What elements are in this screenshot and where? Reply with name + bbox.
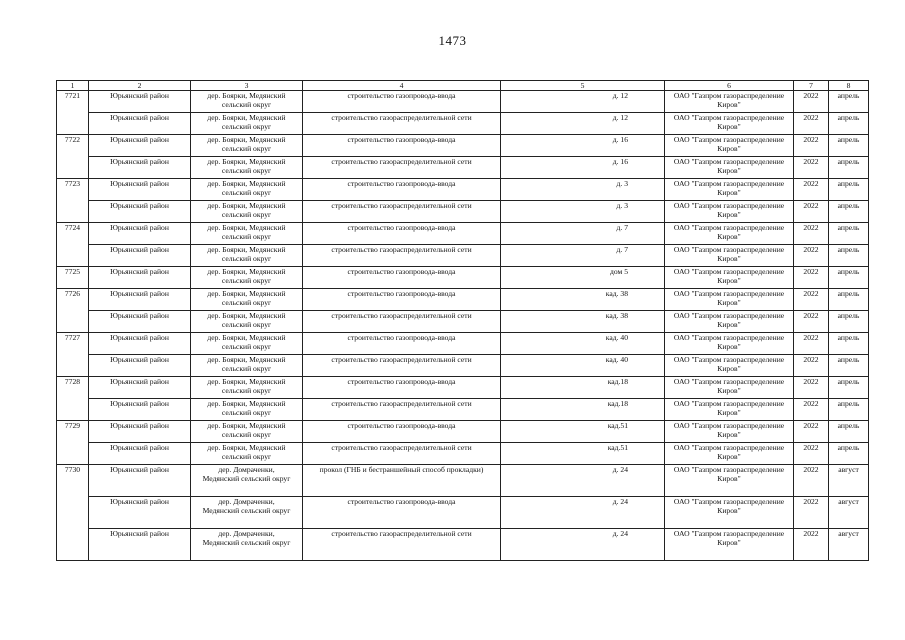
settlement-cell	[191, 179, 303, 201]
settlement-cell-line: сельский округ	[221, 210, 272, 219]
settlement-cell-line: сельский округ	[221, 320, 272, 329]
settlement-cell-line: дер. Боярки, Медянский	[207, 267, 286, 276]
organization-cell-line: ОАО "Газпром газораспределение	[673, 157, 785, 166]
work-type-cell: строительство газопровода-ввода	[303, 421, 501, 443]
table-row	[57, 157, 869, 179]
organization-cell	[665, 529, 794, 561]
month-cell: апрель	[829, 443, 869, 465]
settlement-cell	[191, 157, 303, 179]
organization-cell-line: ОАО "Газпром газораспределение	[673, 289, 785, 298]
work-type-cell: строительство газораспределительной сети	[303, 201, 501, 223]
organization-cell-line: Киров"	[717, 342, 741, 351]
work-type-cell: строительство газораспределительной сети	[303, 399, 501, 421]
organization-cell	[665, 135, 794, 157]
address-cell: кад. 40	[501, 355, 665, 377]
organization-cell-line: Киров"	[717, 538, 741, 547]
work-type-cell: строительство газораспределительной сети	[303, 355, 501, 377]
page-number: 1473	[438, 33, 467, 48]
work-type-cell: строительство газопровода-ввода	[303, 179, 501, 201]
district-cell: Юрьянский район	[89, 355, 191, 377]
table-row	[57, 529, 869, 561]
settlement-cell-line: Медянский сельский округ	[202, 474, 291, 483]
organization-cell-line: Киров"	[717, 188, 741, 197]
table-row	[57, 267, 869, 289]
organization-cell	[665, 201, 794, 223]
column-header-2: 2	[89, 81, 191, 91]
settlement-cell	[191, 529, 303, 561]
address-cell: кад.18	[501, 399, 665, 421]
work-type-cell: строительство газораспределительной сети	[303, 311, 501, 333]
year-cell: 2022	[794, 333, 829, 355]
work-type-cell: прокол (ГНБ и бестраншейный способ прокладки)	[303, 465, 501, 497]
organization-cell-line: Киров"	[717, 210, 741, 219]
settlement-cell-line: дер. Домраченки,	[218, 529, 275, 538]
year-cell: 2022	[794, 135, 829, 157]
year-cell: 2022	[794, 267, 829, 289]
organization-cell-line: ОАО "Газпром газораспределение	[673, 267, 785, 276]
organization-cell-line: ОАО "Газпром газораспределение	[673, 497, 785, 506]
settlement-cell-line: дер. Боярки, Медянский	[207, 355, 286, 364]
organization-cell-line: ОАО "Газпром газораспределение	[673, 465, 785, 474]
settlement-cell-line: сельский округ	[221, 364, 272, 373]
settlement-cell	[191, 333, 303, 355]
district-cell: Юрьянский район	[89, 223, 191, 245]
year-cell: 2022	[794, 91, 829, 113]
organization-cell	[665, 289, 794, 311]
organization-cell-line: ОАО "Газпром газораспределение	[673, 355, 785, 364]
organization-cell	[665, 497, 794, 529]
district-cell: Юрьянский район	[89, 529, 191, 561]
district-cell: Юрьянский район	[89, 399, 191, 421]
work-type-cell: строительство газопровода-ввода	[303, 333, 501, 355]
year-cell: 2022	[794, 179, 829, 201]
year-cell: 2022	[794, 421, 829, 443]
organization-cell-line: Киров"	[717, 298, 741, 307]
table-row	[57, 135, 869, 157]
year-cell: 2022	[794, 355, 829, 377]
organization-cell-line: ОАО "Газпром газораспределение	[673, 333, 785, 342]
column-header-3: 3	[191, 81, 303, 91]
table-row	[57, 223, 869, 245]
district-cell: Юрьянский район	[89, 465, 191, 497]
district-cell: Юрьянский район	[89, 443, 191, 465]
organization-cell-line: Киров"	[717, 430, 741, 439]
address-cell: кад. 38	[501, 289, 665, 311]
settlement-cell-line: сельский округ	[221, 452, 272, 461]
organization-cell	[665, 179, 794, 201]
organization-cell-line: ОАО "Газпром газораспределение	[673, 223, 785, 232]
work-type-cell: строительство газораспределительной сети	[303, 113, 501, 135]
organization-cell	[665, 421, 794, 443]
organization-cell-line: Киров"	[717, 232, 741, 241]
year-cell: 2022	[794, 443, 829, 465]
table-row	[57, 91, 869, 113]
address-cell: д. 7	[501, 223, 665, 245]
organization-cell-line: ОАО "Газпром газораспределение	[673, 245, 785, 254]
organization-cell-line: Киров"	[717, 408, 741, 417]
district-cell: Юрьянский район	[89, 113, 191, 135]
district-cell: Юрьянский район	[89, 179, 191, 201]
organization-cell-line: ОАО "Газпром газораспределение	[673, 179, 785, 188]
district-cell: Юрьянский район	[89, 245, 191, 267]
work-type-cell: строительство газопровода-ввода	[303, 223, 501, 245]
settlement-cell-line: сельский округ	[221, 254, 272, 263]
address-cell: кад.18	[501, 377, 665, 399]
organization-cell	[665, 355, 794, 377]
settlement-cell-line: дер. Боярки, Медянский	[207, 201, 286, 210]
year-cell: 2022	[794, 157, 829, 179]
organization-cell	[665, 311, 794, 333]
address-cell: д. 24	[501, 497, 665, 529]
month-cell: апрель	[829, 267, 869, 289]
district-cell: Юрьянский район	[89, 201, 191, 223]
table-row	[57, 443, 869, 465]
organization-cell-line: ОАО "Газпром газораспределение	[673, 135, 785, 144]
table-row	[57, 355, 869, 377]
month-cell: апрель	[829, 333, 869, 355]
settlement-cell	[191, 465, 303, 497]
district-cell: Юрьянский район	[89, 267, 191, 289]
work-type-cell: строительство газопровода-ввода	[303, 267, 501, 289]
settlement-cell-line: сельский округ	[221, 100, 272, 109]
settlement-cell-line: сельский округ	[221, 408, 272, 417]
month-cell: апрель	[829, 311, 869, 333]
year-cell: 2022	[794, 399, 829, 421]
settlement-cell-line: сельский округ	[221, 276, 272, 285]
organization-cell	[665, 443, 794, 465]
settlement-cell-line: дер. Боярки, Медянский	[207, 223, 286, 232]
district-cell: Юрьянский район	[89, 91, 191, 113]
organization-cell	[665, 223, 794, 245]
settlement-cell-line: сельский округ	[221, 144, 272, 153]
organization-cell	[665, 113, 794, 135]
settlement-cell	[191, 91, 303, 113]
work-type-cell: строительство газопровода-ввода	[303, 91, 501, 113]
table-row	[57, 201, 869, 223]
address-cell: дом 5	[501, 267, 665, 289]
column-header-8: 8	[829, 81, 869, 91]
table-row	[57, 399, 869, 421]
settlement-cell-line: сельский округ	[221, 298, 272, 307]
table-header	[57, 81, 869, 91]
entry-number: 7726	[57, 289, 89, 333]
table-body	[57, 91, 869, 561]
organization-cell-line: ОАО "Газпром газораспределение	[673, 311, 785, 320]
entry-number: 7727	[57, 333, 89, 377]
organization-cell-line: Киров"	[717, 276, 741, 285]
settlement-cell-line: дер. Боярки, Медянский	[207, 377, 286, 386]
address-cell: д. 16	[501, 135, 665, 157]
column-header-6: 6	[665, 81, 794, 91]
table-row	[57, 289, 869, 311]
organization-cell-line: Киров"	[717, 386, 741, 395]
settlement-cell-line: сельский округ	[221, 166, 272, 175]
settlement-cell-line: дер. Домраченки,	[218, 465, 275, 474]
table-row	[57, 333, 869, 355]
table-row	[57, 113, 869, 135]
column-header-7: 7	[794, 81, 829, 91]
settlement-cell-line: дер. Боярки, Медянский	[207, 421, 286, 430]
organization-cell	[665, 91, 794, 113]
month-cell: апрель	[829, 179, 869, 201]
month-cell: апрель	[829, 245, 869, 267]
settlement-cell	[191, 223, 303, 245]
address-cell: д. 3	[501, 201, 665, 223]
district-cell: Юрьянский район	[89, 497, 191, 529]
work-type-cell: строительство газопровода-ввода	[303, 497, 501, 529]
settlement-cell-line: сельский округ	[221, 430, 272, 439]
settlement-cell-line: дер. Боярки, Медянский	[207, 311, 286, 320]
month-cell: апрель	[829, 377, 869, 399]
month-cell: апрель	[829, 355, 869, 377]
year-cell: 2022	[794, 311, 829, 333]
settlement-cell	[191, 377, 303, 399]
organization-cell	[665, 245, 794, 267]
month-cell: август	[829, 465, 869, 497]
column-header-5: 5	[501, 81, 665, 91]
organization-cell	[665, 333, 794, 355]
year-cell: 2022	[794, 529, 829, 561]
year-cell: 2022	[794, 497, 829, 529]
address-cell: кад. 40	[501, 333, 665, 355]
work-type-cell: строительство газораспределительной сети	[303, 157, 501, 179]
table-row	[57, 245, 869, 267]
table-row	[57, 421, 869, 443]
year-cell: 2022	[794, 289, 829, 311]
district-cell: Юрьянский район	[89, 377, 191, 399]
entry-number: 7730	[57, 465, 89, 561]
organization-cell-line: ОАО "Газпром газораспределение	[673, 91, 785, 100]
settlement-cell-line: дер. Боярки, Медянский	[207, 135, 286, 144]
organization-cell	[665, 157, 794, 179]
column-header-4: 4	[303, 81, 501, 91]
settlement-cell	[191, 267, 303, 289]
settlement-cell	[191, 421, 303, 443]
entry-number: 7728	[57, 377, 89, 421]
district-cell: Юрьянский район	[89, 157, 191, 179]
month-cell: апрель	[829, 223, 869, 245]
settlement-cell-line: дер. Боярки, Медянский	[207, 113, 286, 122]
settlement-cell-line: сельский округ	[221, 188, 272, 197]
work-type-cell: строительство газораспределительной сети	[303, 529, 501, 561]
address-cell: д. 7	[501, 245, 665, 267]
month-cell: август	[829, 497, 869, 529]
entry-number: 7729	[57, 421, 89, 465]
address-cell: д. 24	[501, 529, 665, 561]
settlement-cell-line: сельский округ	[221, 342, 272, 351]
organization-cell	[665, 399, 794, 421]
registry-table	[56, 80, 869, 561]
organization-cell-line: Киров"	[717, 100, 741, 109]
settlement-cell-line: дер. Домраченки,	[218, 497, 275, 506]
entry-number: 7723	[57, 179, 89, 223]
address-cell: кад.51	[501, 443, 665, 465]
month-cell: август	[829, 529, 869, 561]
settlement-cell-line: дер. Боярки, Медянский	[207, 91, 286, 100]
address-cell: кад.51	[501, 421, 665, 443]
organization-cell-line: ОАО "Газпром газораспределение	[673, 443, 785, 452]
table-row	[57, 311, 869, 333]
organization-cell-line: Киров"	[717, 474, 741, 483]
work-type-cell: строительство газопровода-ввода	[303, 135, 501, 157]
district-cell: Юрьянский район	[89, 311, 191, 333]
settlement-cell-line: дер. Боярки, Медянский	[207, 399, 286, 408]
settlement-cell	[191, 443, 303, 465]
month-cell: апрель	[829, 135, 869, 157]
entry-number: 7722	[57, 135, 89, 179]
year-cell: 2022	[794, 377, 829, 399]
work-type-cell: строительство газораспределительной сети	[303, 443, 501, 465]
month-cell: апрель	[829, 421, 869, 443]
month-cell: апрель	[829, 113, 869, 135]
organization-cell-line: Киров"	[717, 166, 741, 175]
address-cell: д. 16	[501, 157, 665, 179]
month-cell: апрель	[829, 157, 869, 179]
table-row	[57, 497, 869, 529]
table-row	[57, 179, 869, 201]
work-type-cell: строительство газораспределительной сети	[303, 245, 501, 267]
settlement-cell-line: дер. Боярки, Медянский	[207, 157, 286, 166]
settlement-cell-line: дер. Боярки, Медянский	[207, 179, 286, 188]
organization-cell-line: Киров"	[717, 364, 741, 373]
settlement-cell	[191, 245, 303, 267]
settlement-cell-line: дер. Боярки, Медянский	[207, 443, 286, 452]
settlement-cell-line: дер. Боярки, Медянский	[207, 333, 286, 342]
address-cell: кад. 38	[501, 311, 665, 333]
table-row	[57, 377, 869, 399]
table-row	[57, 465, 869, 497]
address-cell: д. 3	[501, 179, 665, 201]
settlement-cell-line: Медянский сельский округ	[202, 506, 291, 515]
settlement-cell	[191, 201, 303, 223]
month-cell: апрель	[829, 399, 869, 421]
column-header-1: 1	[57, 81, 89, 91]
year-cell: 2022	[794, 223, 829, 245]
organization-cell-line: Киров"	[717, 452, 741, 461]
settlement-cell	[191, 311, 303, 333]
organization-cell-line: Киров"	[717, 122, 741, 131]
district-cell: Юрьянский район	[89, 289, 191, 311]
organization-cell	[665, 267, 794, 289]
settlement-cell-line: Медянский сельский округ	[202, 538, 291, 547]
settlement-cell-line: сельский округ	[221, 122, 272, 131]
settlement-cell	[191, 135, 303, 157]
work-type-cell: строительство газопровода-ввода	[303, 289, 501, 311]
organization-cell	[665, 465, 794, 497]
month-cell: апрель	[829, 201, 869, 223]
work-type-cell: строительство газопровода-ввода	[303, 377, 501, 399]
month-cell: апрель	[829, 289, 869, 311]
year-cell: 2022	[794, 465, 829, 497]
district-cell: Юрьянский район	[89, 421, 191, 443]
organization-cell-line: ОАО "Газпром газораспределение	[673, 113, 785, 122]
settlement-cell-line: сельский округ	[221, 232, 272, 241]
organization-cell-line: ОАО "Газпром газораспределение	[673, 377, 785, 386]
address-cell: д. 12	[501, 91, 665, 113]
organization-cell-line: ОАО "Газпром газораспределение	[673, 529, 785, 538]
entry-number: 7721	[57, 91, 89, 135]
organization-cell-line: Киров"	[717, 254, 741, 263]
header-row	[57, 81, 869, 91]
organization-cell-line: ОАО "Газпром газораспределение	[673, 201, 785, 210]
organization-cell-line: Киров"	[717, 144, 741, 153]
entry-number: 7724	[57, 223, 89, 267]
settlement-cell-line: дер. Боярки, Медянский	[207, 245, 286, 254]
entry-number: 7725	[57, 267, 89, 289]
address-cell: д. 12	[501, 113, 665, 135]
organization-cell-line: ОАО "Газпром газораспределение	[673, 399, 785, 408]
organization-cell-line: ОАО "Газпром газораспределение	[673, 421, 785, 430]
month-cell: апрель	[829, 91, 869, 113]
settlement-cell-line: сельский округ	[221, 386, 272, 395]
organization-cell	[665, 377, 794, 399]
district-cell: Юрьянский район	[89, 135, 191, 157]
organization-cell-line: Киров"	[717, 320, 741, 329]
settlement-cell	[191, 355, 303, 377]
year-cell: 2022	[794, 201, 829, 223]
settlement-cell-line: дер. Боярки, Медянский	[207, 289, 286, 298]
address-cell: д. 24	[501, 465, 665, 497]
settlement-cell	[191, 289, 303, 311]
settlement-cell	[191, 497, 303, 529]
year-cell: 2022	[794, 245, 829, 267]
year-cell: 2022	[794, 113, 829, 135]
settlement-cell	[191, 399, 303, 421]
settlement-cell	[191, 113, 303, 135]
organization-cell-line: Киров"	[717, 506, 741, 515]
district-cell: Юрьянский район	[89, 333, 191, 355]
